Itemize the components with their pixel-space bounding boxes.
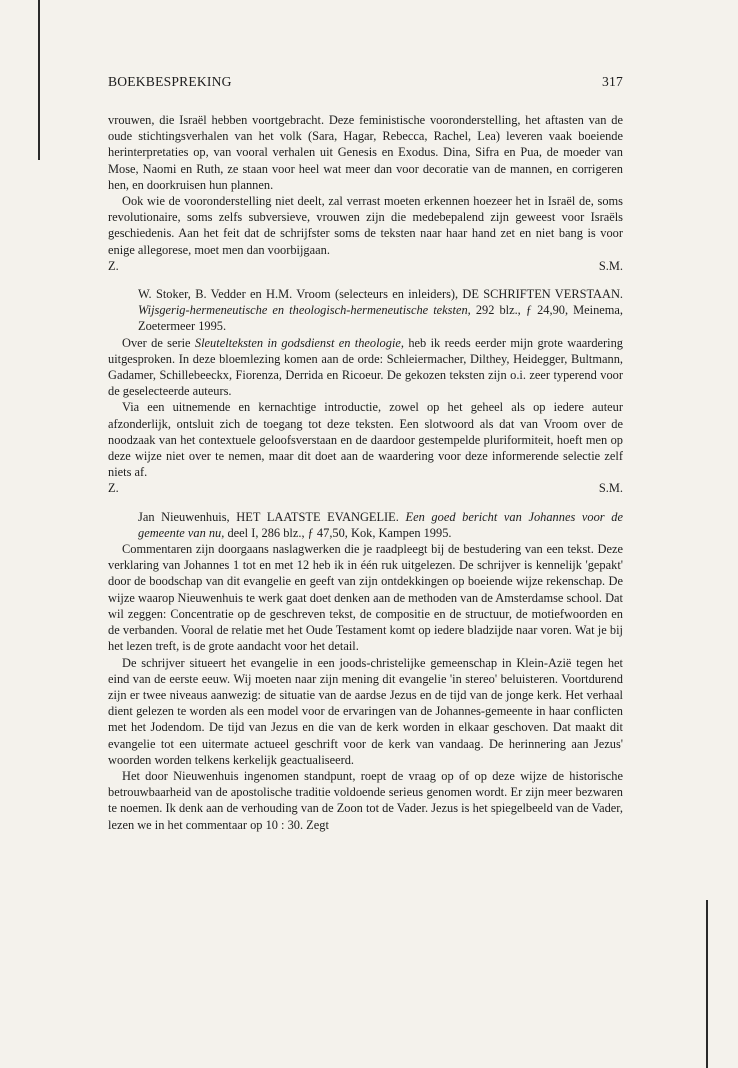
- running-title: BOEKBESPREKING: [108, 74, 232, 89]
- review3-paragraph-1: Commentaren zijn doorgaans naslagwerken die je raadpleegt bij de bestudering van een tekst. Deze verklaring van Johannes 1 tot en met 12 heb ik in één ruk uitgelezen. De schrijver is kennelijk 'gepakt' door de boodschap van dit evangelie en geeft van zijn ontdekkingen op boeiende wijze rekenschap. De wijze waarop Nieuwenhuis te werk gaat doet denken aan de methoden van de Amsterdamse school. Dat wil zeggen: Concentratie op de geschreven tekst, de compositie en de structuur, de motiefwoorden en de verbanden. Vooral de relatie met het Oude Testament komt op iedere bladzijde naar voren. Wat je bij het lezen treft, is de grote aandacht voor het detail.: [108, 542, 623, 654]
- page-number: 317: [602, 74, 623, 89]
- review2-paragraph-1: [108, 335, 623, 400]
- scan-edge-left: [38, 0, 40, 160]
- review3-reference: [108, 509, 623, 541]
- review2-p1-start: Over de serie: [122, 335, 191, 350]
- review2-p1-rest: heb ik reeds eerder mijn grote waardering uitgesproken. In deze bloemlezing komen aan de orde: Schleiermacher, Dilthey, Heidegger, Bultmann, Gadamer, Schillebeeckx, Fiorenza, Derrida en Ricoeur. De gekozen teksten zijn o.i. zeer typerend voor de geselecteerde auteurs.: [108, 335, 623, 399]
- review2-reference-details: 292 blz., ƒ 24,90, Meinema, Zoetermeer 1995.: [138, 303, 623, 334]
- review3-reference-details: deel I, 286 blz., ƒ 47,50, Kok, Kampen 1995.: [227, 525, 452, 540]
- review3-paragraph-3: Het door Nieuwenhuis ingenomen standpunt, roept de vraag op of op deze wijze de historische betrouwbaarheid van de apostolische traditie voldoende serieus genomen wordt. Er zijn meer bezwaren te noemen. Ik denk aan de verhouding van de Zoon tot de Vader. Jezus is het spiegelbeeld van de Vader, lezen we in het commentaar op 10 : 30. Zegt: [108, 768, 623, 832]
- running-header: [108, 74, 623, 90]
- review2-reference-subtitle: Wijsgerig-hermeneutische en theologisch-hermeneutische teksten,: [138, 303, 471, 318]
- review2-reference: [108, 286, 623, 335]
- review2-series-title: Sleutelteksten in godsdienst en theologie,: [194, 335, 404, 350]
- review2-signature-right: S.M.: [598, 481, 623, 496]
- review1-paragraph-1: vrouwen, die Israël hebben voortgebracht. Deze feministische vooronderstelling, het aftasten van de oude stichtingsverhalen van het volk (Sara, Hagar, Rebecca, Rachel, Lea) leveren vaak boeiende herinterpretaties op, van vooral verhalen uit Genesis en Exodus. Dina, Sifra en Pua, de moeder van Mose, Naomi en Ruth, ze staan voor heel wat meer dan voor decoratie van de mannen, en corrigeren hen, en doorkruisen hun plannen.: [108, 113, 623, 192]
- review2-signature-left: Z.: [108, 481, 119, 496]
- scan-edge-right: [706, 900, 708, 1068]
- review3-reference-subtitle: Een goed bericht van Johannes voor de gemeente van nu,: [138, 509, 623, 540]
- review1-signature-left: Z.: [108, 258, 119, 273]
- review2-signature: [108, 480, 623, 496]
- review1-paragraph-2: Ook wie de vooronderstelling niet deelt, zal verrast moeten erkennen hoezeer het in Israël de, soms revolutionaire, soms zelfs subversieve, vrouwen zijn die medebepalend zijn geweest voor Israëls geschiedenis. Aan het feit dat de schrijfster soms de teksten naar haar hand zet en niet bang is voor enige allegorese, moet men dan voorbijgaan.: [108, 194, 623, 257]
- review1-signature: [108, 258, 623, 274]
- review3-paragraph-2: De schrijver situeert het evangelie in een joods-christelijke gemeenschap in Klein-Azië tegen het eind van de eerste eeuw. Wij moeten naar zijn mening dit evangelie 'in stereo' beluisteren. Voortdurend zijn er twee niveaus aanwezig: de situatie van de aardse Jezus en de tijd van de jonge kerk. Het verhaal dient gelezen te worden als een model voor de ervaringen van de Johannes-gemeente in haar conflicten met het Jodendom. De tijd van Jezus en die van de kerk worden in elkaar geschoven. Dat maakt dit evangelie tot een uitermate actueel geschrift voor de kerk van vandaag. De herinnering aan Jezus' woorden worden telkens kerkelijk geactualiseerd.: [108, 655, 623, 767]
- review3-reference-author: Jan Nieuwenhuis, HET LAATSTE EVANGELIE.: [138, 509, 399, 524]
- review1-signature-right: S.M.: [598, 258, 623, 273]
- page: [108, 74, 623, 833]
- review2-paragraph-2: Via een uitnemende en kernachtige introductie, zowel op het geheel als op iedere auteur afzonderlijk, ontsluit zich de toegang tot deze teksten. Een slotwoord als dat van Vroom over de noodzaak van het contextuele geloofsverstaan en de daardoor gestempelde pluriformiteit, hoeft men op deze wijze niet over te nemen, maar dit doet aan de waardering voor deze informerende selectie zelf niets af.: [108, 400, 623, 480]
- review2-reference-authors: W. Stoker, B. Vedder en H.M. Vroom (selecteurs en inleiders), DE SCHRIFTEN VERSTAAN.: [138, 287, 623, 302]
